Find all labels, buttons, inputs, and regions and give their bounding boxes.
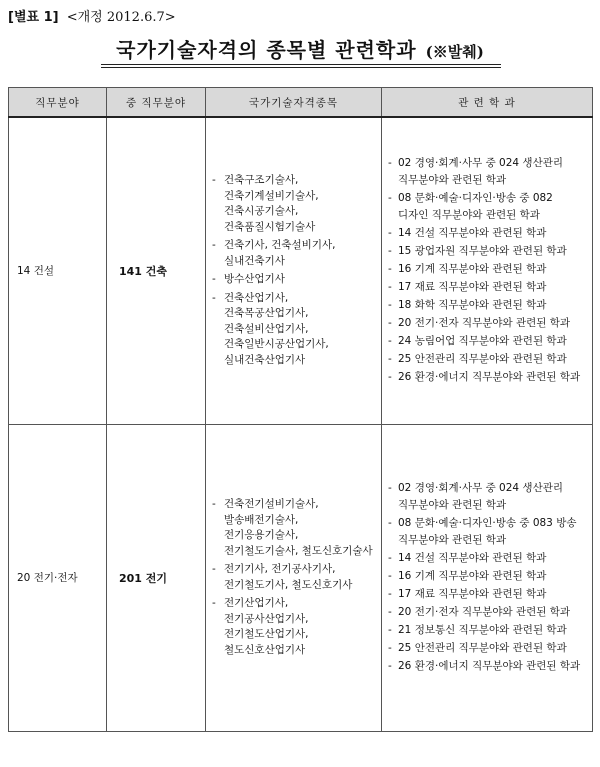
department-item: - 20 전기·전자 직무분야와 관련된 학과 — [388, 604, 586, 621]
department-item: - 25 안전관리 직무분야와 관련된 학과 — [388, 640, 586, 657]
appendix-tag: [별표 1] — [8, 10, 59, 25]
department-item: - 17 재료 직무분야와 관련된 학과 — [388, 586, 586, 603]
table-header-row — [9, 88, 593, 118]
department-cell — [382, 117, 593, 424]
qualification-cell — [206, 424, 382, 731]
qualification-table — [8, 87, 593, 732]
department-item: - 18 화학 직무분야와 관련된 학과 — [388, 297, 586, 314]
qualification-item: - 건축전기설비기술사, 발송배전기술사, 전기응용기술사, 전기철도기술사, 철도신호기술사 — [212, 497, 375, 559]
qualification-list — [212, 173, 375, 368]
revision-date: <개정 2012.6.7> — [66, 10, 176, 25]
qualification-item: - 전기기사, 전기공사기사, 전기철도기사, 철도신호기사 — [212, 562, 375, 593]
department-list — [388, 155, 586, 386]
page-title: 국가기술자격의 종목별 관련학과 — [116, 38, 417, 62]
title-underline-top — [101, 64, 501, 65]
department-item: - 14 건설 직무분야와 관련된 학과 — [388, 225, 586, 242]
department-cell — [382, 424, 593, 731]
table-row — [9, 424, 593, 731]
department-item: - 08 문화·예술·디자인·방송 중 082 디자인 직무분야와 관련된 학과 — [388, 190, 586, 224]
sub-field-cell: 201 전기 — [107, 424, 206, 731]
field-cell: 14 건설 — [9, 117, 107, 424]
document-header — [8, 6, 176, 25]
excerpt-note: (※발췌) — [425, 43, 484, 61]
department-item: - 24 농림어업 직무분야와 관련된 학과 — [388, 333, 586, 350]
department-item: - 26 환경·에너지 직무분야와 관련된 학과 — [388, 658, 586, 675]
department-item: - 16 기계 직무분야와 관련된 학과 — [388, 568, 586, 585]
department-item: - 20 전기·전자 직무분야와 관련된 학과 — [388, 315, 586, 332]
title-underline-bottom — [101, 67, 501, 68]
department-item: - 08 문화·예술·디자인·방송 중 083 방송 직무분야와 관련된 학과 — [388, 515, 586, 549]
field-cell: 20 전기·전자 — [9, 424, 107, 731]
department-item: - 26 환경·에너지 직무분야와 관련된 학과 — [388, 369, 586, 386]
department-item: - 16 기계 직무분야와 관련된 학과 — [388, 261, 586, 278]
department-item: - 14 건설 직무분야와 관련된 학과 — [388, 550, 586, 567]
qualification-item: - 건축기사, 건축설비기사, 실내건축기사 — [212, 238, 375, 269]
department-item: - 21 정보통신 직무분야와 관련된 학과 — [388, 622, 586, 639]
column-header-sub-field: 중 직무분야 — [107, 88, 206, 118]
department-item: - 25 안전관리 직무분야와 관련된 학과 — [388, 351, 586, 368]
qualification-item: - 방수산업기사 — [212, 272, 375, 288]
department-item: - 15 광업자원 직무분야와 관련된 학과 — [388, 243, 586, 260]
department-item: - 17 재료 직무분야와 관련된 학과 — [388, 279, 586, 296]
qualification-item: - 전기산업기사, 전기공사산업기사, 전기철도산업기사, 철도신호산업기사 — [212, 596, 375, 658]
column-header-field: 직무분야 — [9, 88, 107, 118]
document-title — [0, 34, 600, 63]
department-list — [388, 480, 586, 675]
qualification-item: - 건축구조기술사, 건축기계설비기술사, 건축시공기술사, 건축품질시험기술사 — [212, 173, 375, 235]
department-item: - 02 경영·회계·사무 중 024 생산관리 직무분야와 관련된 학과 — [388, 480, 586, 514]
department-item: - 02 경영·회계·사무 중 024 생산관리 직무분야와 관련된 학과 — [388, 155, 586, 189]
sub-field-cell: 141 건축 — [107, 117, 206, 424]
column-header-qualification: 국가기술자격종목 — [206, 88, 382, 118]
qualification-list — [212, 497, 375, 658]
qualification-cell — [206, 117, 382, 424]
table-row — [9, 117, 593, 424]
qualification-item: - 건축산업기사, 건축목공산업기사, 건축설비산업기사, 건축일반시공산업기사, 실내건축산업기사 — [212, 291, 375, 369]
column-header-departments: 관 련 학 과 — [382, 88, 593, 118]
